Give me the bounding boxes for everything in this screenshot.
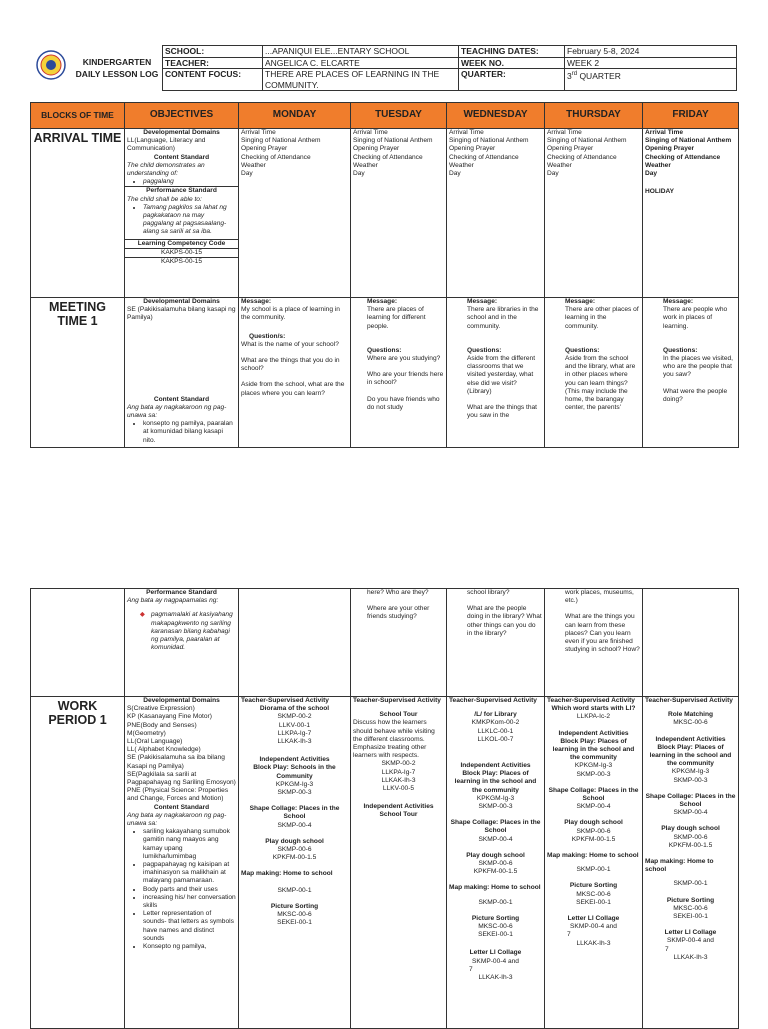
arrival-line: Day xyxy=(241,170,253,178)
list-line: KPKFM-00-1.5 xyxy=(571,835,616,843)
list-line: KPKFM-00-1.5 xyxy=(272,854,317,862)
arrival-objectives: Developmental Domains LL(Language, Literacy and Communication) Content Standard The child demonstrates an understanding of: • paggalang Performance Standard The child shall be able to: • Tamang pagkilos sa lahat ng pagkakataon na may paggalang at pagsasaalang-alang sa sarili at sa iba. Learning Competency Code KAKPS-00-15 KAKPS-00-15 xyxy=(125,129,239,298)
kindergarten-title: KINDERGARTEN xyxy=(82,57,152,67)
meeting-wednesday: Message: There are libraries in the school and in the community. Questions: Aside from the different classrooms that we visited yesterday, what else did we visit? (Library) What are the things that you saw in the xyxy=(447,298,545,448)
list-line: SKMP-00-3 xyxy=(478,803,513,811)
arrival-line: Arrival Time xyxy=(353,129,388,136)
list-line: SEKEI-00-1 xyxy=(478,931,513,939)
work-tuesday: Teacher-Supervised Activity School Tour Discuss how the learners should behave while visiting the different classrooms. Emphasize treating other learners with respects. SKMP-00-2 LLKPA-Ig-7 LLKAK-Ih-3 LLKV-00-5 Independent Activities School Tour xyxy=(351,697,447,1029)
domain-line: SE (Pakikisalamuha sa iba bilang Kasapi ng Pamilya) xyxy=(127,754,225,770)
content-standard-bullet: • Letter representation of sounds- that letters as symbols have names and distinct sounds xyxy=(143,910,236,943)
arrival-line: Day xyxy=(449,170,461,178)
meeting-objectives: Developmental Domains SE (Pakikisalamuha bilang kasapi ng Pamilya) Content Standard Ang bata ay nagkakaroon ng pag-unawa sa: • konsepto ng pamilya, paaralan at komunidad bilang kasapi nito. xyxy=(125,298,239,448)
list-line: SKMP-00-6 xyxy=(277,846,312,854)
domain-line: M(Geometry) xyxy=(127,729,166,737)
col-tuesday: TUESDAY xyxy=(351,103,447,129)
arrival-line: Weather xyxy=(241,161,266,169)
meeting-tuesday: Message: There are places of learning for different people. Questions: Where are you studying? Who are your friends here in school? Do you have friends who do not study xyxy=(351,298,447,448)
meeting-thursday: Message: There are other places of learning in the community. Questions: Aside from the school and the library, what are in other places where you can learn things? (This may include the home, the barangay center, the parents' xyxy=(545,298,643,448)
col-blocks-of-time: BLOCKS OF TIME xyxy=(31,103,125,129)
focus-label: CONTENT FOCUS: xyxy=(163,69,263,91)
meeting-cont-tuesday: here? Who are they? Where are your other friends studying? xyxy=(351,589,447,697)
list-line: SKMP-00-6 xyxy=(478,860,513,868)
arrival-line: Day xyxy=(645,170,658,178)
arrival-line: Day xyxy=(547,170,559,178)
col-objectives: OBJECTIVES xyxy=(125,103,239,129)
arrival-line: Opening Prayer xyxy=(547,145,594,153)
block-arrival-time: ARRIVAL TIME xyxy=(31,129,125,298)
lesson-log-table-page2 xyxy=(30,588,739,1029)
arrival-line: Arrival Time xyxy=(449,129,484,136)
dates-label: TEACHING DATES: xyxy=(459,46,565,58)
list-line: LLKV-00-1 xyxy=(278,721,311,729)
arrival-line: Arrival Time xyxy=(645,129,683,136)
work-friday: Teacher-Supervised Activity Role Matching MKSC-00-6 Independent Activities Block Play: Places of learning in the school and the community KPKGM-Ig-3 SKMP-00-3 Shape Collage: Places in the School SKMP-00-4 Play dough school SKMP-00-6 KPKFM-00-1.5 Map making: Home to school SKMP-00-1 Picture Sorting MKSC-00-6 SEKEI-00-1 Letter Ll Collage SKMP-00-4 and 7 LLKAK-Ih-3 xyxy=(643,697,739,1029)
deped-seal-logo xyxy=(36,50,66,80)
meeting-friday: Message: There are people who work in places of learning. Questions: In the places we visited, who are the people that you saw? What were the people doing? xyxy=(643,298,739,448)
holiday-label: HOLIDAY xyxy=(645,188,675,196)
arrival-line: Checking of Attendance xyxy=(449,153,519,161)
list-line: KPKGM-Ig-3 xyxy=(574,762,613,770)
arrival-line: Weather xyxy=(449,161,474,169)
list-line: learners with respects. xyxy=(353,752,419,760)
list-line: KPKFM-00-1.5 xyxy=(473,868,518,876)
arrival-line: Singing of National Anthem xyxy=(241,137,321,145)
bullet-icon: ◆ xyxy=(139,611,145,619)
arrival-line: Weather xyxy=(645,161,671,169)
arrival-line: Checking of Attendance xyxy=(645,153,721,161)
domain-line: S(Creative Expression) xyxy=(127,705,195,713)
block-work-period-1: WORK PERIOD 1 xyxy=(31,697,125,1029)
school-value: ...APANIQUI ELE...ENTARY SCHOOL xyxy=(263,46,459,58)
domain-line: LL(Oral Language) xyxy=(127,738,183,746)
quarter-value: 3rd QUARTER xyxy=(565,69,737,91)
work-monday: Teacher-Supervised Activity Diorama of the school SKMP-00-2 LLKV-00-1 LLKPA-Ig-7 LLKAK-Ih-3 Independent Activities Block Play: Schools in the Community KPKGM-Ig-3 SKMP-00-3 Shape Collage: Places in the School SKMP-00-4 Play dough school SKMP-00-6 KPKFM-00-1.5 Map making: Home to school SKMP-00-1 Picture Sorting MKSC-00-6 SEKEI-00-1 xyxy=(239,697,351,1029)
content-standard-bullet: • Body parts and their uses xyxy=(143,886,236,894)
meeting-cont-monday xyxy=(239,589,351,697)
list-line: SKMP-00-3 xyxy=(673,776,708,784)
list-line: SEKEI-00-1 xyxy=(277,919,312,927)
week-label: WEEK NO. xyxy=(459,57,565,69)
week-value: WEEK 2 xyxy=(565,57,737,69)
list-line: SKMP-00-2 xyxy=(381,760,416,768)
col-thursday: THURSDAY xyxy=(545,103,643,129)
domain-line: SE(Pagkilala sa sarili at Pagpapahayag ng Sariling Emosyon) xyxy=(127,770,236,787)
arrival-line: Opening Prayer xyxy=(449,145,496,153)
arrival-monday xyxy=(239,129,351,298)
content-standard-bullet: • Konsepto ng pamilya, xyxy=(143,943,236,951)
list-line: MKSC-00-6 xyxy=(673,904,708,912)
teacher-label: TEACHER: xyxy=(163,57,263,69)
header-info-table xyxy=(162,45,737,91)
work-thursday: Teacher-Supervised Activity Which word starts with Ll? LLKPA-Ic-2 Independent Activities Block Play: Places of learning in the school and the community KPKGM-Ig-3 SKMP-00-3 Shape Collage: Places in the School SKMP-00-4 Play dough school SKMP-00-6 KPKFM-00-1.5 Map making: Home to school SKMP-00-1 Picture Sorting MKSC-00-6 SEKEI-00-1 Letter Ll Collage SKMP-00-4 and 7 LLKAK-Ih-3 xyxy=(545,697,643,1029)
meeting-cont-thursday: work places, museums, etc.) What are the things you can learn from these places? Can you learn even if you are finished studying in school? How? xyxy=(545,589,643,697)
list-line: the different classrooms. xyxy=(353,735,425,743)
list-line: KPKGM-Ig-3 xyxy=(275,780,314,788)
domain-line: LL( Alphabet Knowledge) xyxy=(127,746,201,754)
list-line: KPKFM-00-1.5 xyxy=(668,841,713,849)
list-line: Discuss how the learners should behave while visiting xyxy=(353,719,435,735)
arrival-line: Day xyxy=(353,170,365,178)
arrival-tuesday xyxy=(351,129,447,298)
list-line: MKSC-00-6 xyxy=(478,923,513,931)
content-standard-bullet: • pagpapahayag ng kaisipan at imahinasyon sa malikhain at malayang pamamaraan. xyxy=(143,861,236,886)
list-line: LLKPA-Ig-7 xyxy=(277,729,312,737)
arrival-line: Opening Prayer xyxy=(241,145,288,153)
list-line: SKMP-00-6 xyxy=(576,827,611,835)
arrival-line: Arrival Time xyxy=(547,129,582,136)
work-wednesday: Teacher-Supervised Activity /L/ for Library KMKPKom-00-2 LLKLC-00-1 LLKOL-00-7 Independent Activities Block Play: Places of learning in the school and the community KPKGM-Ig-3 SKMP-00-3 Shape Collage: Places in the School SKMP-00-4 Play dough school SKMP-00-6 KPKFM-00-1.5 Map making: Home to school SKMP-00-1 Picture Sorting MKSC-00-6 SEKEI-00-1 Letter Ll Collage SKMP-00-4 and 7 LLKAK-Ih-3 xyxy=(447,697,545,1029)
school-label: SCHOOL: xyxy=(163,46,263,58)
list-line: SKMP-00-3 xyxy=(277,789,312,797)
list-line: KPKGM-Ig-3 xyxy=(671,768,710,776)
content-standard-bullet: • increasing his/ her conversation skills xyxy=(143,894,236,910)
list-line: LLKOL-00-7 xyxy=(477,735,514,743)
list-line: LLKPA-Ig-7 xyxy=(381,768,416,776)
content-standard-bullet: • sariling kakayahang sumubok gamitin nang maayos ang kamay upang lumikha/lumimbag xyxy=(143,828,236,861)
arrival-friday xyxy=(643,129,739,298)
arrival-line: Arrival Time xyxy=(241,129,276,136)
list-line: SKMP-00-6 xyxy=(673,833,708,841)
col-monday: MONDAY xyxy=(239,103,351,129)
dates-value: February 5-8, 2024 xyxy=(565,46,737,58)
arrival-line: Opening Prayer xyxy=(353,145,400,153)
dll-title: DAILY LESSON LOG xyxy=(75,69,159,79)
list-line: LLKLC-00-1 xyxy=(477,727,514,735)
list-line: SKMP-00-3 xyxy=(576,770,611,778)
col-wednesday: WEDNESDAY xyxy=(447,103,545,129)
list-line: SKMP-00-2 xyxy=(277,713,312,721)
list-line: SEKEI-00-1 xyxy=(673,913,708,921)
arrival-line: Checking of Attendance xyxy=(353,153,423,161)
lesson-log-table-page1 xyxy=(30,102,739,448)
work-objectives: Developmental Domains S(Creative Expression) KP (Kasanayang Fine Motor) PNE(Body and Senses) M(Geometry) LL(Oral Language) LL( Alphabet Knowledge) SE (Pakikisalamuha sa iba bilang Kasapi ng Pamilya) SE(Pagkilala sa sarili at Pagpapahayag ng Sariling Emosyon) PNE (Physical Science: Properties and Change, Forces and Motion) Content Standard Ang bata ay nagkakaroon ng pag-unawa sa: • sariling kakayahang sumubok gamitin nang maayos ang kamay upang lumikha/lumimbag • pagpapahayag ng kaisipan at imahinasyon sa malikhain at malayang pamamaraan. • Body parts and their uses • increasing his/ her conversation skills • Letter representation of sounds- that letters as symbols have names and distinct sounds • Konsepto ng pamilya, xyxy=(125,697,239,1029)
meeting-monday: Message: My school is a place of learning in the community. Question/s: What is the name of your school? What are the things that you do in school? Aside from the school, what are the places where you can learn? xyxy=(239,298,351,448)
block-meeting-time-1: MEETING TIME 1 xyxy=(31,298,125,448)
focus-value: THERE ARE PLACES OF LEARNING IN THE COMMUNITY. xyxy=(263,69,459,91)
meeting-cont-friday xyxy=(643,589,739,697)
arrival-line: Checking of Attendance xyxy=(241,153,311,161)
arrival-line: Weather xyxy=(353,161,378,169)
arrival-line: Singing of National Anthem xyxy=(645,137,732,145)
arrival-line: Singing of National Anthem xyxy=(449,137,529,145)
arrival-wednesday xyxy=(447,129,545,298)
domain-line: PNE (Physical Science: Properties and Change, Forces and Motion) xyxy=(127,787,229,803)
list-line: LLKV-00-5 xyxy=(382,785,415,793)
list-line: SEKEI-00-1 xyxy=(576,898,611,906)
list-line: MKSC-00-6 xyxy=(277,911,312,919)
meeting-cont-objectives: Performance Standard Ang bata ay nagpapamalas ng: ◆ pagmamalaki at kasiyahang makapagkwento ng sariling karanasan bilang kabahagi ng pamilya, paaralan at komunidad. xyxy=(125,589,239,697)
arrival-line: Singing of National Anthem xyxy=(353,137,433,145)
list-line: KMKPKom-00-2 xyxy=(471,719,520,727)
arrival-line: Singing of National Anthem xyxy=(547,137,627,145)
list-line: Emphasize treating other xyxy=(353,744,427,752)
arrival-line: Weather xyxy=(547,161,572,169)
col-friday: FRIDAY xyxy=(643,103,739,129)
list-line: MKSC-00-6 xyxy=(576,890,611,898)
quarter-label: QUARTER: xyxy=(459,69,565,91)
arrival-line: Opening Prayer xyxy=(645,145,695,153)
domain-line: KP (Kasanayang Fine Motor) xyxy=(127,713,212,721)
arrival-thursday xyxy=(545,129,643,298)
list-line: LLKAK-Ih-3 xyxy=(277,738,312,746)
meeting-cont-block xyxy=(31,589,125,697)
list-line: KPKGM-Ig-3 xyxy=(476,794,515,802)
teacher-value: ANGELICA C. ELCARTE xyxy=(263,57,459,69)
meeting-cont-wednesday: school library? What are the people doing in the library? What other things can you do in the library? xyxy=(447,589,545,697)
arrival-line: Checking of Attendance xyxy=(547,153,617,161)
domain-line: PNE(Body and Senses) xyxy=(127,721,197,729)
list-line: LLKAK-Ih-3 xyxy=(381,776,416,784)
